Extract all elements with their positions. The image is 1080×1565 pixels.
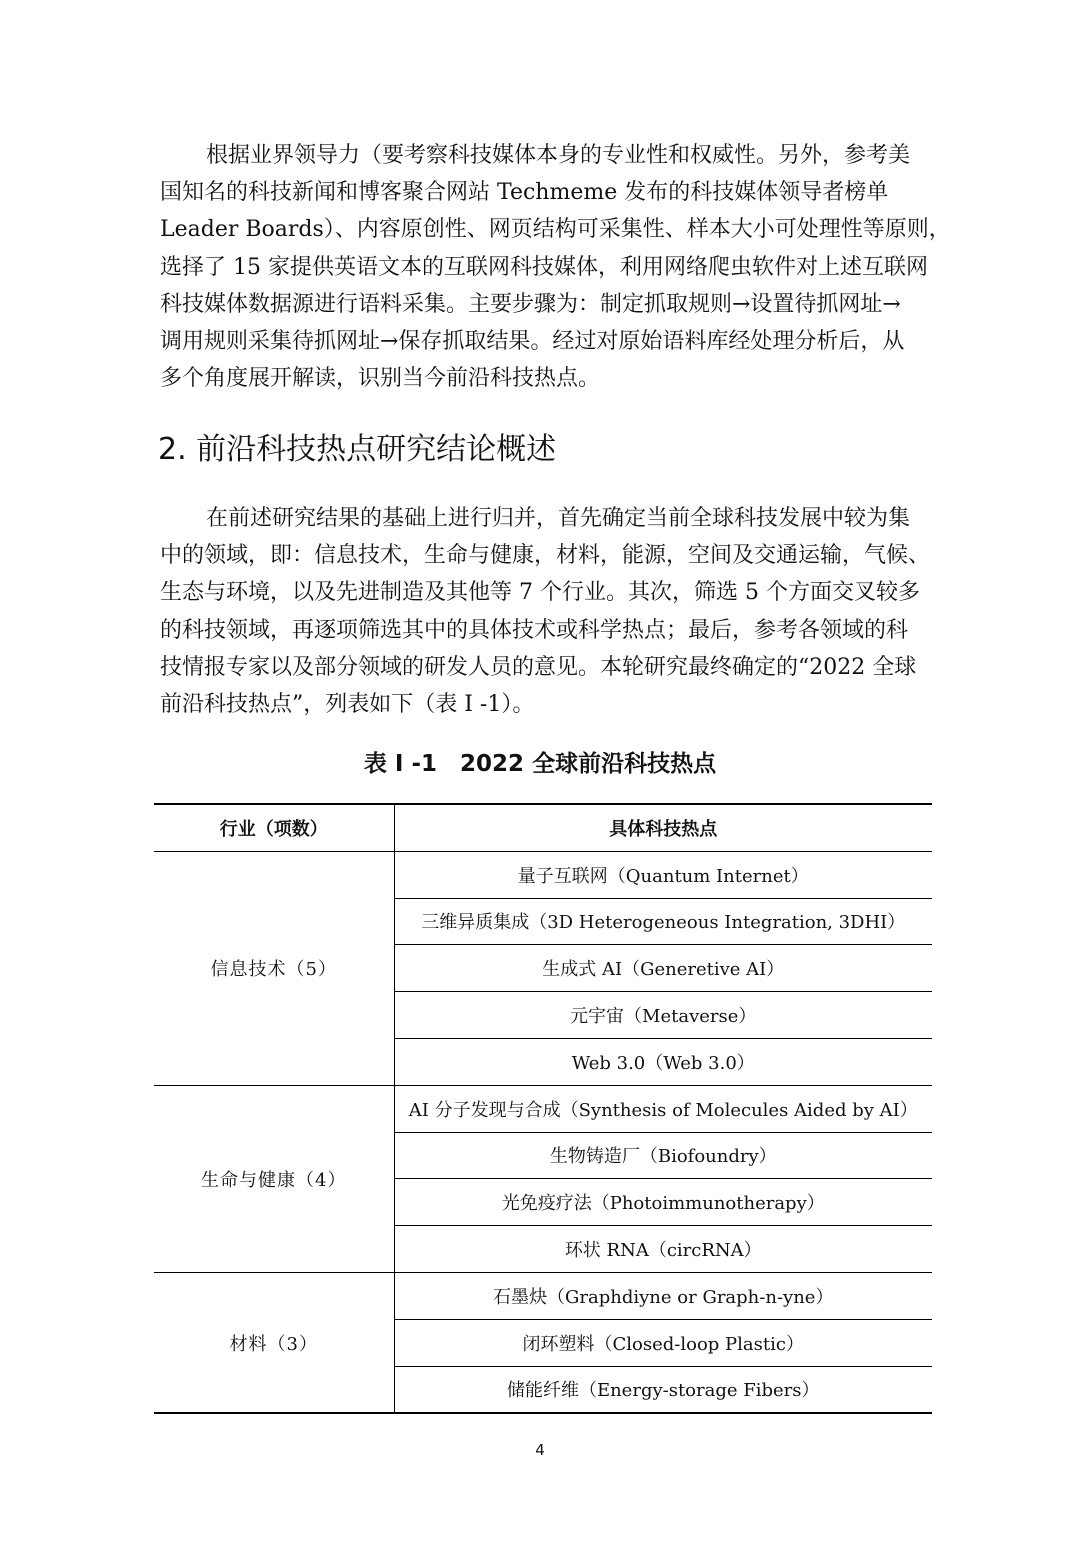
intro-paragraph [160,137,951,397]
category-cell: 信息技术（5） [154,851,394,1085]
paragraph-line: 根据业界领导力（要考察科技媒体本身的专业性和权威性。另外，参考美 [206,143,911,168]
section-heading: 2. 前沿科技热点研究结论概述 [158,432,557,467]
paragraph-line: 技情报专家以及部分领域的研发人员的意见。本轮研究最终确定的“2022 全球 [160,654,917,680]
hotspot-cell: 生成式 AI（Generetive AI） [394,945,932,992]
hotspot-cell: AI 分子发现与合成（Synthesis of Molecules Aided by AI） [394,1085,932,1132]
paragraph-line: 的科技领域，再逐项筛选其中的具体技术或科学热点；最后，参考各领域的科 [160,617,909,643]
table-row [154,1272,932,1319]
summary-paragraph [160,500,930,723]
paragraph-line: Leader Boards）、内容原创性、网页结构可采集性、样本大小可处理性等原则， [160,217,951,243]
paragraph-line: 在前述研究结果的基础上进行归并，首先确定当前全球科技发展中较为集 [206,506,911,531]
paragraph-line: 多个角度展开解读，识别当今前沿科技热点。 [160,366,601,392]
hotspot-cell: 石墨炔（Graphdiyne or Graph-n-yne） [394,1272,932,1319]
paragraph-line: 生态与环境，以及先进制造及其他等 7 个行业。其次，筛选 5 个方面交叉较多 [160,580,920,606]
page-number: 4 [535,1441,545,1459]
hotspot-cell: 元宇宙（Metaverse） [394,992,932,1039]
paragraph-line: 选择了 15 家提供英语文本的互联网科技媒体，利用网络爬虫软件对上述互联网 [160,254,928,280]
hotspot-cell: 生物铸造厂（Biofoundry） [394,1132,932,1179]
hotspot-cell: 三维异质集成（3D Heterogeneous Integration, 3DHI） [394,898,932,945]
category-cell: 生命与健康（4） [154,1085,394,1272]
hotspot-cell: Web 3.0（Web 3.0） [394,1038,932,1085]
table-header-row [154,804,932,851]
paragraph-line: 前沿科技热点”，列表如下（表 I -1）。 [160,691,535,717]
hotspot-cell: 光免疫疗法（Photoimmunotherapy） [394,1179,932,1226]
hotspot-cell: 量子互联网（Quantum Internet） [394,851,932,898]
hotspot-cell: 闭环塑料（Closed-loop Plastic） [394,1319,932,1366]
column-header-hotspot: 具体科技热点 [394,804,932,851]
table-row [154,851,932,898]
paragraph-line: 调用规则采集待抓网址→保存抓取结果。经过对原始语料库经处理分析后，从 [160,328,905,354]
table-caption: 表 I -1 2022 全球前沿科技热点 [363,751,717,777]
paragraph-line: 中的领域，即：信息技术，生命与健康，材料，能源，空间及交通运输，气候、 [160,543,931,569]
paragraph-line: 科技媒体数据源进行语料采集。主要步骤为：制定抓取规则→设置待抓网址→ [160,291,901,317]
category-cell: 材料（3） [154,1272,394,1413]
table-row [154,1085,932,1132]
paragraph-line: 国知名的科技新闻和博客聚合网站 Techmeme 发布的科技媒体领导者榜单 [160,180,889,206]
hotspot-cell: 储能纤维（Energy-storage Fibers） [394,1366,932,1413]
hotspot-cell: 环状 RNA（circRNA） [394,1226,932,1273]
tech-hotspots-table [154,803,932,1414]
column-header-industry: 行业（项数） [154,804,394,851]
